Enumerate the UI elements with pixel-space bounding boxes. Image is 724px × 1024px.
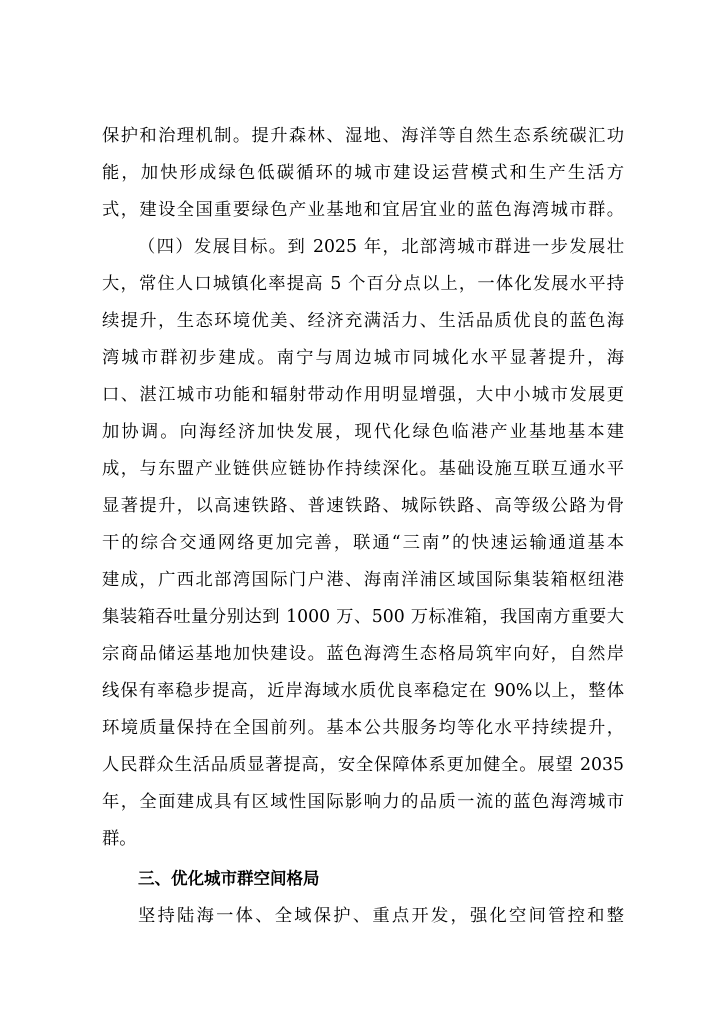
paragraph-line: 保护和治理机制。提升森林、湿地、海洋等自然生态系统碳汇功 — [102, 126, 624, 146]
paragraph-line: 口、湛江城市功能和辐射带动作用明显增强，大中小城市发展更 — [102, 385, 624, 405]
section-heading: 三、优化城市群空间格局 — [138, 869, 320, 888]
paragraph-line: 大，常住人口城镇化率提高 5 个百分点以上，一体化发展水平持 — [102, 274, 624, 294]
paragraph-line: 湾城市群初步建成。南宁与周边城市同城化水平显著提升，海 — [102, 348, 624, 368]
paragraph-line: 人民群众生活品质显著提高，安全保障体系更加健全。展望 2035 — [102, 755, 624, 775]
paragraph-line: （四）发展目标。到 2025 年，北部湾城市群进一步发展壮 — [138, 237, 624, 257]
paragraph-line: 能，加快形成绿色低碳循环的城市建设运营模式和生产生活方 — [102, 163, 624, 183]
paragraph-line: 集装箱吞吐量分别达到 1000 万、500 万标准箱，我国南方重要大 — [102, 607, 624, 627]
paragraph-line: 式，建设全国重要绿色产业基地和宜居宜业的蓝色海湾城市群。 — [102, 200, 624, 220]
paragraph-line: 建成，广西北部湾国际门户港、海南洋浦区域国际集装箱枢纽港 — [102, 570, 624, 590]
paragraph-line: 续提升，生态环境优美、经济充满活力、生活品质优良的蓝色海 — [102, 311, 624, 331]
paragraph-line: 宗商品储运基地加快建设。蓝色海湾生态格局筑牢向好，自然岸 — [102, 644, 624, 664]
paragraph-line: 坚持陆海一体、全域保护、重点开发，强化空间管控和整 — [138, 906, 624, 926]
paragraph-line: 年，全面建成具有区域性国际影响力的品质一流的蓝色海湾城市 — [102, 792, 624, 812]
paragraph-line: 显著提升，以高速铁路、普速铁路、城际铁路、高等级公路为骨 — [102, 496, 624, 516]
paragraph-line: 加协调。向海经济加快发展，现代化绿色临港产业基地基本建 — [102, 422, 624, 442]
paragraph-line: 线保有率稳步提高，近岸海域水质优良率稳定在 90%以上，整体 — [102, 681, 624, 701]
paragraph-line: 环境质量保持在全国前列。基本公共服务均等化水平持续提升， — [102, 718, 624, 738]
paragraph-line: 群。 — [102, 829, 137, 849]
paragraph-line: 成，与东盟产业链供应链协作持续深化。基础设施互联互通水平 — [102, 459, 624, 479]
paragraph-line: 干的综合交通网络更加完善，联通“三南”的快速运输通道基本 — [102, 533, 624, 553]
